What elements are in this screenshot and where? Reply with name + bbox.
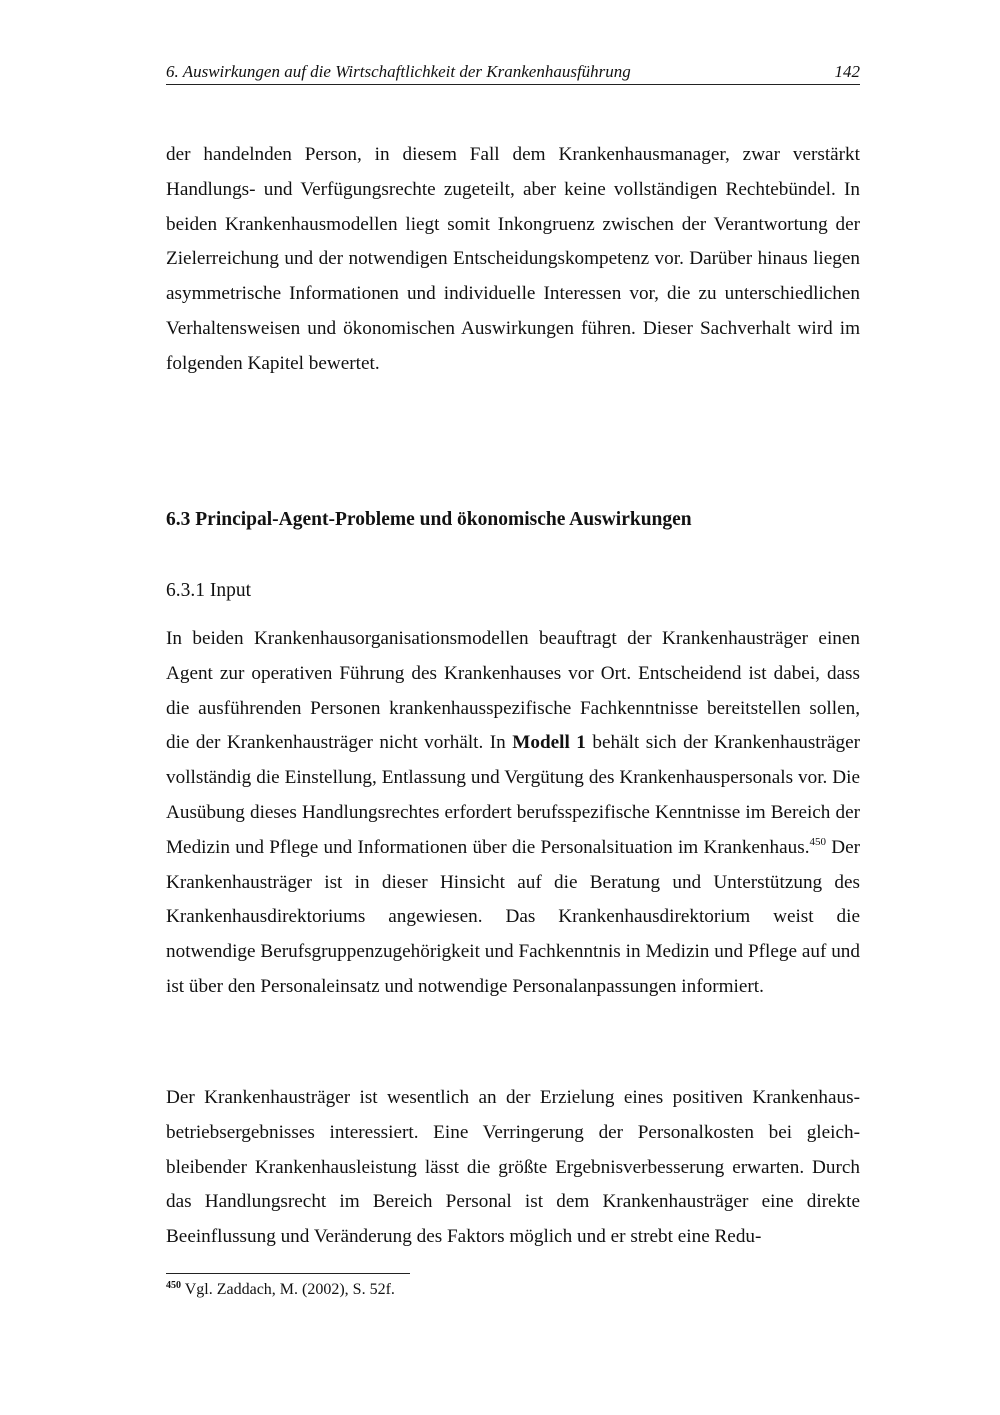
paragraph-2-part-3: Der Krankenhausträger ist in dieser Hinsicht auf die Beratung und Unterstützung des Krankenhausdirektoriums angewiesen. Das Krankenhausdirektorium weist die notwendige Berufsgruppenzugehörigkeit und Fachkenntnis in Medizin und Pflege auf und ist über den Personaleinsatz und notwendige Personalanpassungen informiert. (166, 836, 861, 997)
paragraph-2-part-2: behält sich der Krankenhausträger vollständig die Einstellung, Entlassung und Vergütung des Krankenhauspersonals vor. Die Ausübung dieses Handlungsrechtes erfordert berufsspezifische Kenntnisse im Bereich der Medizin und Pflege und Informationen über die Personalsituation im Krankenhaus. (166, 732, 861, 858)
section-heading: 6.3 Principal-Agent-Probleme und ökonomische Auswirkungen (166, 509, 692, 530)
paragraph-3: Der Krankenhausträger ist wesentlich an der Erzielung eines positiven Krankenhausbetriebsergebnisses interessiert. Eine Verringerung der Personalkosten bei gleichbleibender Krankenhausleistung lässt die größte Ergebnisverbesserung erwarten. Durch das Handlungsrecht im Bereich Personal ist dem Krankenhausträger eine direkte Beeinflussung und Veränderung des Faktors möglich und er strebt eine Redu- (166, 1087, 860, 1248)
header-title: 6. Auswirkungen auf die Wirtschaftlichkeit der Krankenhausführung (166, 62, 631, 81)
footnote-text: Vgl. Zaddach, M. (2002), S. 52f. (184, 1281, 395, 1298)
paragraph-2 (166, 622, 860, 1005)
model-1-term: Modell 1 (512, 732, 586, 754)
running-header (166, 60, 860, 85)
paragraph-1: der handelnden Person, in diesem Fall dem Krankenhausmanager, zwar verstärkt Handlungs- und Verfügungsrechte zugeteilt, aber keine vollständigen Rechtebündel. In beiden Krankenhausmodellen liegt somit Inkongruenz zwischen der Verantwortung der Zielerreichung und der notwendigen Entscheidungskompetenz vor. Darüber hinaus liegen asymmetrische Informationen und individuelle Interessen vor, die zu unterschiedlichen Verhaltensweisen und ökonomischen Auswirkungen führen. Dieser Sachverhalt wird im folgenden Kapitel bewertet. (166, 144, 860, 374)
page-number: 142 (834, 62, 860, 81)
footnote-number: 450 (166, 1280, 181, 1291)
subsection-heading: 6.3.1 Input (166, 580, 252, 601)
footnote-reference[interactable]: 450 (809, 835, 826, 848)
footnote-divider (166, 1273, 410, 1274)
footnote (166, 1279, 395, 1301)
paragraph-2-part-1: In beiden Krankenhausorganisationsmodellen beauftragt der Krankenhausträger einen Agent zur operativen Führung des Krankenhauses vor Ort. Entscheidend ist dabei, dass die ausführenden Personen krankenhausspezifische Fachkenntnisse bereitstellen sollen, die der Krankenhausträger nicht vorhält. In (166, 628, 860, 754)
